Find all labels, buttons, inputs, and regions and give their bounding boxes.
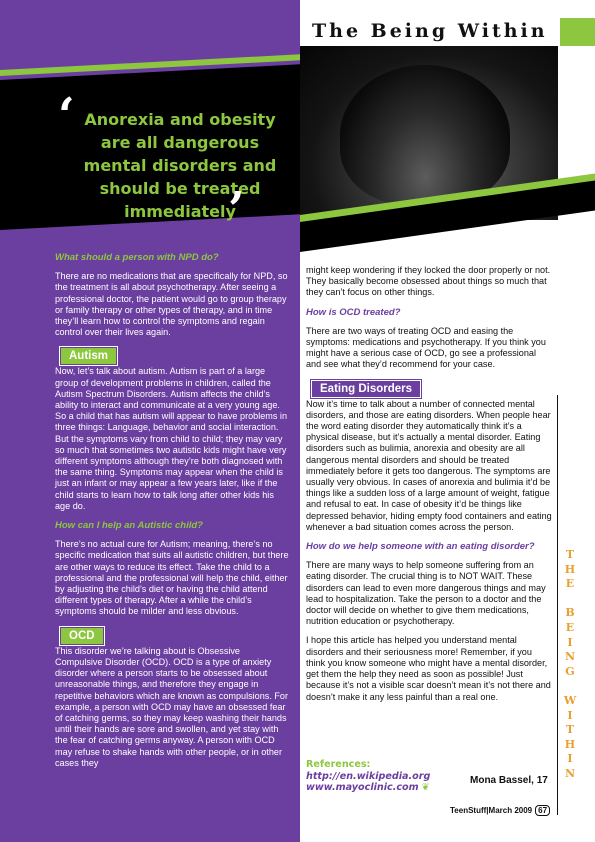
references-block — [306, 759, 466, 794]
side-letter: I — [567, 752, 573, 766]
section-badge-eating-disorders: Eating Disorders — [312, 381, 420, 397]
magazine-issue: TeenStuff|March 2009 — [450, 806, 533, 815]
side-letter: I — [567, 708, 573, 722]
hood-face-shadow — [340, 65, 510, 205]
side-letter — [563, 679, 577, 694]
references-label: References: — [306, 759, 371, 770]
side-letter: N — [564, 650, 576, 664]
vertical-section-title — [563, 548, 577, 782]
side-letter: T — [565, 548, 575, 561]
paragraph-eating: Now it’s time to talk about a number of connected mental disorders, and those are eating disorders. When people hear the word eating disorder they automatically think it’s a physical disease, but it’s actually a mental disorder. Eating disorders such as bulimia, anorexia and obesity are all dangerous mental disorders and should be treated immediately before it gets too dangerous. The symptoms are usually very obvious. In cases of anorexia and bulimia it’d be things like a sudden loss of a large amount of weight, fatigue and refusal to eat. In case of obesity it’d be things like depressed behavior, hiding empty food containers and eating whenever a bad situation comes across the person. — [306, 398, 552, 532]
reference-link-mayoclinic[interactable]: www.mayoclinic.com — [306, 782, 419, 793]
side-letter: H — [564, 562, 576, 576]
right-text-column — [306, 265, 553, 711]
pull-quote: Anorexia and obesity are all dangerous mental disorders and should be treated immediately — [83, 110, 277, 221]
side-letter: N — [564, 766, 576, 780]
leaf-icon: ❦ — [421, 782, 430, 793]
paragraph-autism-help: There’s no actual cure for Autism; meaning, there’s no specific medication that suits all autistic children, but there are other ways to reduce its effect. Take the child to a professional and the professional will help the child, either by adjusting the child’s diet or having the child attend different types of therapy. After a while the child’s symptoms should be milder and less obvious. — [55, 539, 289, 617]
side-letter: G — [565, 664, 575, 678]
section-badge-ocd: OCD — [61, 628, 103, 644]
heading-ocd-treatment: How is OCD treated? — [306, 306, 401, 318]
paragraph-ocd-treatment: There are two ways of treating OCD and easing the symptoms: medications and psychotherapy. If you think you might have a serious case of OCD, go see a professional and see what they’d recommend for your case. — [306, 325, 546, 370]
section-badge-autism: Autism — [61, 348, 116, 364]
paragraph-ocd: This disorder we’re talking about is Obsessive Compulsive Disorder (OCD). OCD is a type of anxiety disorder where a person starts to be obsessed about unreasonable things, and therefore they engage in repetitive behaviors which are known as compulsions. For example, a person with OCD may have an obsessed fear of catching germs, so they may keep washing their hands until their hands are sore and swollen, and yet stay with the fear of catching germs anyway. A person with OCD may refuse to shake hands with other people, or in other cases they — [55, 645, 289, 768]
side-letter: B — [565, 606, 575, 620]
title-accent-square — [560, 18, 595, 46]
side-letter: W — [563, 693, 577, 707]
side-letter: E — [565, 577, 575, 591]
side-letter: E — [565, 620, 575, 634]
paragraph-ocd-continued: might keep wondering if they locked the door properly or not. They basically become obsessed about things so much that they can’t focus on other things. — [306, 265, 551, 298]
close-quote-mark: ’ — [228, 182, 245, 238]
side-letter: I — [567, 635, 573, 649]
heading-npd: What should a person with NPD do? — [55, 252, 219, 263]
paragraph-npd: There are no medications that are specifically for NPD, so the treatment is all about psychotherapy. After seeing a professional doctor, the patient would go to group therapy or family therapy or other types of therapy, and in time they’ll learn how to control the symptoms and regain control over their lives again. — [55, 271, 288, 338]
paragraph-eating-help: There are many ways to help someone suffering from an eating disorder. The crucial thing is to NOT WAIT. These disorders can lead to even more dangerous things and may lead to hospitalization. Take the person to a doctor and the doctor will decide on whether to give them medications, nutrition education or psychotherapy. — [306, 560, 546, 627]
side-letter: H — [564, 737, 576, 751]
author-byline: Mona Bassel, 17 — [470, 775, 548, 786]
page-footer — [450, 805, 550, 816]
left-text-column — [55, 252, 290, 777]
side-letter — [563, 592, 577, 607]
side-letter: T — [565, 723, 575, 737]
side-divider-line — [557, 395, 558, 815]
reference-link-wikipedia[interactable]: http://en.wikipedia.org — [306, 770, 431, 782]
open-quote-mark: ‘ — [58, 88, 75, 144]
page-number: 67 — [535, 805, 550, 816]
section-title: The Being Within — [312, 20, 548, 42]
paragraph-closing: I hope this article has helped you understand mental disorders and their seriousness more! Remember, if you think you know someone who might have a mental disorder, get them the help they need as soon as possible! Just because it’s not a visible scar doesn’t mean it’s not there and doesn’t make it any less painful than a real one. — [306, 635, 551, 702]
heading-autism-help: How can I help an Autistic child? — [55, 520, 203, 532]
paragraph-autism: Now, let’s talk about autism. Autism is part of a large group of development problems in children, called the Autism Spectrum Disorders. Autism affects the child’s ability to interact and communicate at a very young age. So a child that has autism will appear to have problems in three things: Language, behavior and social interaction. But the symptoms vary from child to child; they may vary so much that sometimes two autistic kids might have very different symptoms although they’re both diagnosed with the same thing. Symptoms may appear when the child is just an infant or may appear a few years later, like if the child starts to learn how to talk long after other kids his age do. — [55, 366, 288, 511]
heading-eating-help: How do we help someone with an eating disorder? — [306, 541, 535, 553]
